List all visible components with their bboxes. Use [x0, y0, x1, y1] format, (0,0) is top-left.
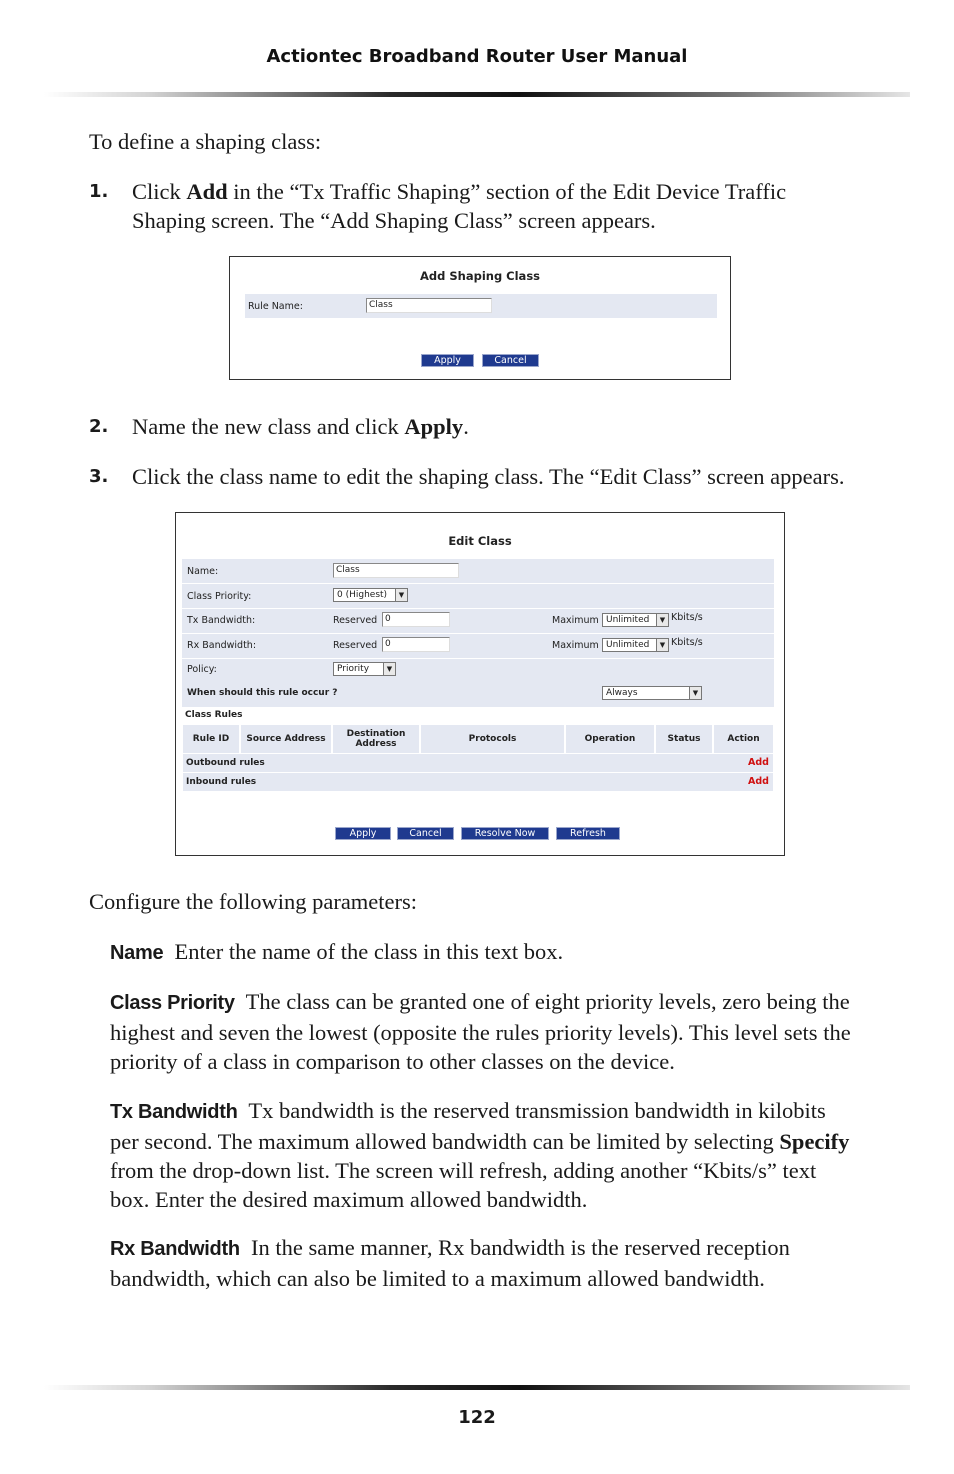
- param-priority-term: Class Priority: [110, 992, 235, 1014]
- configure-text: Configure the following parameters:: [89, 889, 418, 914]
- chevron-down-icon: ▼: [689, 687, 701, 699]
- chevron-down-icon: ▼: [395, 589, 407, 601]
- step-1-number: 1.: [89, 181, 109, 202]
- add-shaping-class-screenshot: [229, 256, 731, 380]
- apply-button[interactable]: Apply: [335, 827, 391, 840]
- rx-unit-label: Kbits/s: [671, 637, 703, 648]
- resolve-now-button[interactable]: Resolve Now: [461, 827, 549, 840]
- class-rules-label: Class Rules: [185, 710, 243, 720]
- step-2-text: Name the new class and click Apply.: [132, 414, 469, 439]
- refresh-button[interactable]: Refresh: [556, 827, 620, 840]
- param-rx-term: Rx Bandwidth: [110, 1238, 240, 1260]
- cancel-button[interactable]: Cancel: [482, 354, 539, 367]
- rule-name-input[interactable]: Class: [366, 298, 492, 313]
- column-operation: Operation: [566, 725, 654, 753]
- inbound-add-link[interactable]: Add: [748, 776, 769, 787]
- param-name-term: Name: [110, 942, 164, 964]
- column-status: Status: [656, 725, 712, 753]
- name-input[interactable]: Class: [333, 563, 459, 578]
- when-label: When should this rule occur ?: [187, 688, 338, 698]
- inbound-row: [183, 773, 773, 792]
- rx-maximum-select[interactable]: Unlimited ▼: [602, 638, 669, 652]
- param-name: Name Enter the name of the class in this text box.: [110, 939, 564, 964]
- footer-rule: [44, 1385, 910, 1390]
- chevron-down-icon: ▼: [383, 663, 395, 675]
- column-action: Action: [714, 725, 773, 753]
- edit-class-title: Edit Class: [448, 534, 512, 548]
- policy-select[interactable]: Priority ▼: [333, 662, 396, 676]
- policy-label: Policy:: [187, 664, 217, 675]
- page-number: 122: [458, 1407, 496, 1428]
- intro-text: To define a shaping class:: [89, 129, 322, 154]
- outbound-add-link[interactable]: Add: [748, 757, 769, 768]
- step-3-number: 3.: [89, 466, 109, 487]
- name-row: [182, 559, 774, 584]
- tx-unit-label: Kbits/s: [671, 612, 703, 623]
- param-tx-bandwidth: Tx Bandwidth Tx bandwidth is the reserved transmission bandwidth in kilobits per second. The maximum allowed bandwidth can be limited by selecting Specify from the drop-down list. The screen will refresh, adding another “Kbits/s” text box. Enter the desired maximum allowed bandwidth.: [110, 1098, 850, 1212]
- tx-reserved-label: Reserved: [333, 615, 378, 626]
- column-source-address: Source Address: [241, 725, 331, 753]
- rx-reserved-label: Reserved: [333, 640, 378, 651]
- outbound-row: [183, 754, 773, 773]
- tx-maximum-label: Maximum: [552, 615, 599, 626]
- priority-row: [182, 584, 774, 609]
- chevron-down-icon: ▼: [656, 639, 668, 651]
- rx-reserved-input[interactable]: 0: [382, 637, 450, 652]
- priority-select[interactable]: 0 (Highest) ▼: [333, 588, 408, 602]
- name-label: Name:: [187, 566, 219, 577]
- param-class-priority: Class Priority The class can be granted one of eight priority levels, zero being the highest and seven the lowest (opposite the rules priority levels). This level sets the priority of a class in comparison to other classes on the device.: [110, 989, 851, 1074]
- column-rule-id: Rule ID: [183, 725, 239, 753]
- param-tx-term: Tx Bandwidth: [110, 1101, 238, 1123]
- priority-label: Class Priority:: [187, 591, 252, 602]
- inbound-label: Inbound rules: [186, 777, 257, 787]
- rx-maximum-label: Maximum: [552, 640, 599, 651]
- add-class-title: Add Shaping Class: [419, 269, 541, 283]
- cancel-button[interactable]: Cancel: [397, 827, 454, 840]
- step-2-number: 2.: [89, 416, 109, 437]
- apply-button[interactable]: Apply: [421, 354, 474, 367]
- when-select[interactable]: Always ▼: [602, 686, 702, 700]
- policy-row: [182, 659, 774, 684]
- param-rx-bandwidth: Rx Bandwidth In the same manner, Rx bandwidth is the reserved reception bandwidth, which can also be limited to a maximum allowed bandwidth.: [110, 1235, 790, 1291]
- outbound-label: Outbound rules: [186, 758, 265, 768]
- column-protocols: Protocols: [421, 725, 564, 753]
- tx-reserved-input[interactable]: 0: [382, 612, 450, 627]
- tx-label: Tx Bandwidth:: [187, 615, 256, 626]
- tx-maximum-select[interactable]: Unlimited ▼: [602, 613, 669, 627]
- chevron-down-icon: ▼: [656, 614, 668, 626]
- rule-name-label: Rule Name:: [248, 301, 303, 312]
- rx-label: Rx Bandwidth:: [187, 640, 257, 651]
- step-1-text: Click Add in the “Tx Traffic Shaping” section of the Edit Device Traffic Shaping screen. The “Add Shaping Class” screen appears.: [132, 179, 787, 233]
- manual-title: Actiontec Broadband Router User Manual: [266, 46, 688, 67]
- column-destination-address: Destination Address: [333, 725, 419, 753]
- header-rule: [44, 92, 910, 97]
- step-3-text: Click the class name to edit the shaping class. The “Edit Class” screen appears.: [132, 464, 845, 489]
- edit-class-screenshot: [175, 512, 785, 856]
